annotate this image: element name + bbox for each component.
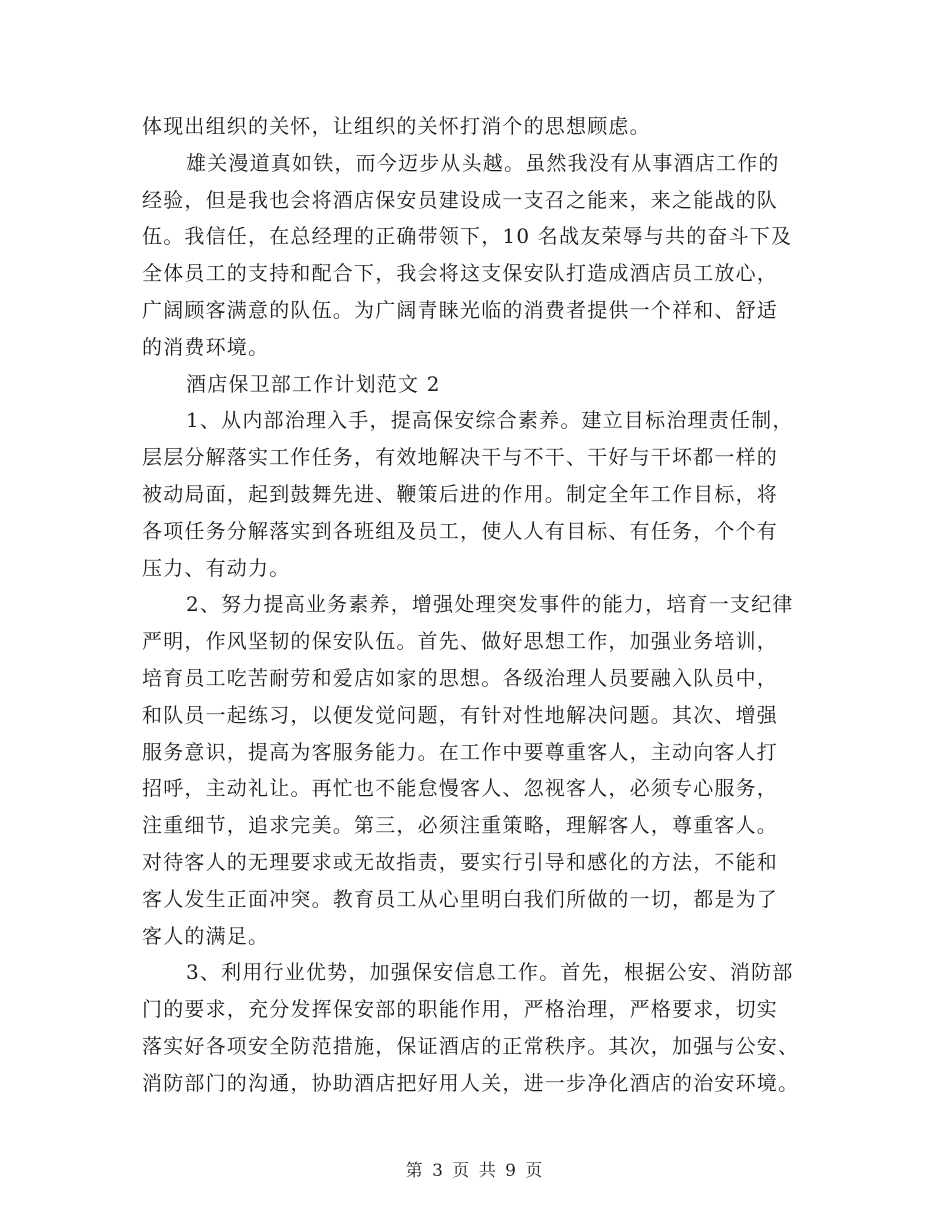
- text-line: 注重细节，追求完美。第三，必须注重策略，理解客人，尊重客人。: [142, 813, 778, 838]
- paragraph-continuation: [142, 108, 822, 145]
- text-line: 对待客人的无理要求或无故指责，要实行引导和感化的方法，不能和: [142, 849, 778, 874]
- text-line: 层层分解落实工作任务，有效地解决干与不干、干好与干坏都一样的: [142, 445, 778, 470]
- section-heading: 酒店保卫部工作计划范文 2: [186, 371, 441, 396]
- paragraph-item-1: [142, 402, 822, 586]
- text-line: 体现出组织的关怀，让组织的关怀打消个的思想顾虑。: [142, 114, 651, 138]
- text-line: 客人发生正面冲突。教育员工从心里明白我们所做的一切，都是为了: [142, 886, 778, 911]
- document-body: [142, 108, 822, 1102]
- text-line: 客人的满足。: [142, 923, 270, 948]
- paragraph-career-commitment: [142, 145, 822, 366]
- text-line: 各项任务分解落实到各班组及员工，使人人有目标、有任务，个个有: [142, 518, 778, 543]
- text-line: 的消费环境。: [142, 334, 270, 359]
- text-line: 门的要求，充分发挥保安部的职能作用，严格治理，严格要求，切实: [142, 997, 778, 1022]
- page-number-footer: 第 3 页 共 9 页: [405, 1161, 545, 1181]
- text-line: 服务意识，提高为客服务能力。在工作中要尊重客人，主动向客人打: [142, 739, 778, 764]
- text-line: 2、努力提高业务素养，增强处理突发事件的能力，培育一支纪律: [186, 592, 794, 617]
- text-line: 落实好各项安全防范措施，保证酒店的正常秩序。其次，加强与公安、: [142, 1033, 800, 1058]
- text-line: 培育员工吃苦耐劳和爱店如家的思想。各级治理人员要融入队员中，: [142, 665, 778, 690]
- text-line: 广阔顾客满意的队伍。为广阔青睐光临的消费者提供一个祥和、舒适: [142, 297, 778, 322]
- text-line: 3、利用行业优势，加强保安信息工作。首先，根据公安、消防部: [186, 960, 794, 985]
- text-line: 雄关漫道真如铁，而今迈步从头越。虽然我没有从事酒店工作的: [186, 150, 780, 175]
- text-line: 伍。我信任，在总经理的正确带领下，10 名战友荣辱与共的奋斗下及: [142, 224, 793, 249]
- paragraph-item-2: [142, 586, 822, 954]
- text-line: 严明，作风坚韧的保安队伍。首先、做好思想工作，加强业务培训，: [142, 629, 778, 654]
- text-line: 1、从内部治理入手，提高保安综合素养。建立目标治理责任制，: [186, 408, 794, 433]
- text-line: 全体员工的支持和配合下，我会将这支保安队打造成酒店员工放心，: [142, 261, 778, 286]
- text-line: 招呼，主动礼让。再忙也不能怠慢客人、忽视客人，必须专心服务，: [142, 776, 778, 801]
- text-line: 消防部门的沟通，协助酒店把好用人关，进一步净化酒店的治安环境。: [142, 1070, 800, 1095]
- text-line: 被动局面，起到鼓舞先进、鞭策后进的作用。制定全年工作目标，将: [142, 481, 778, 506]
- text-line: 经验，但是我也会将酒店保安员建设成一支召之能来，来之能战的队: [142, 187, 778, 212]
- text-line: 和队员一起练习，以便发觉问题，有针对性地解决问题。其次、增强: [142, 702, 778, 727]
- text-line: 压力、有动力。: [142, 555, 291, 580]
- paragraph-item-3: [142, 954, 822, 1101]
